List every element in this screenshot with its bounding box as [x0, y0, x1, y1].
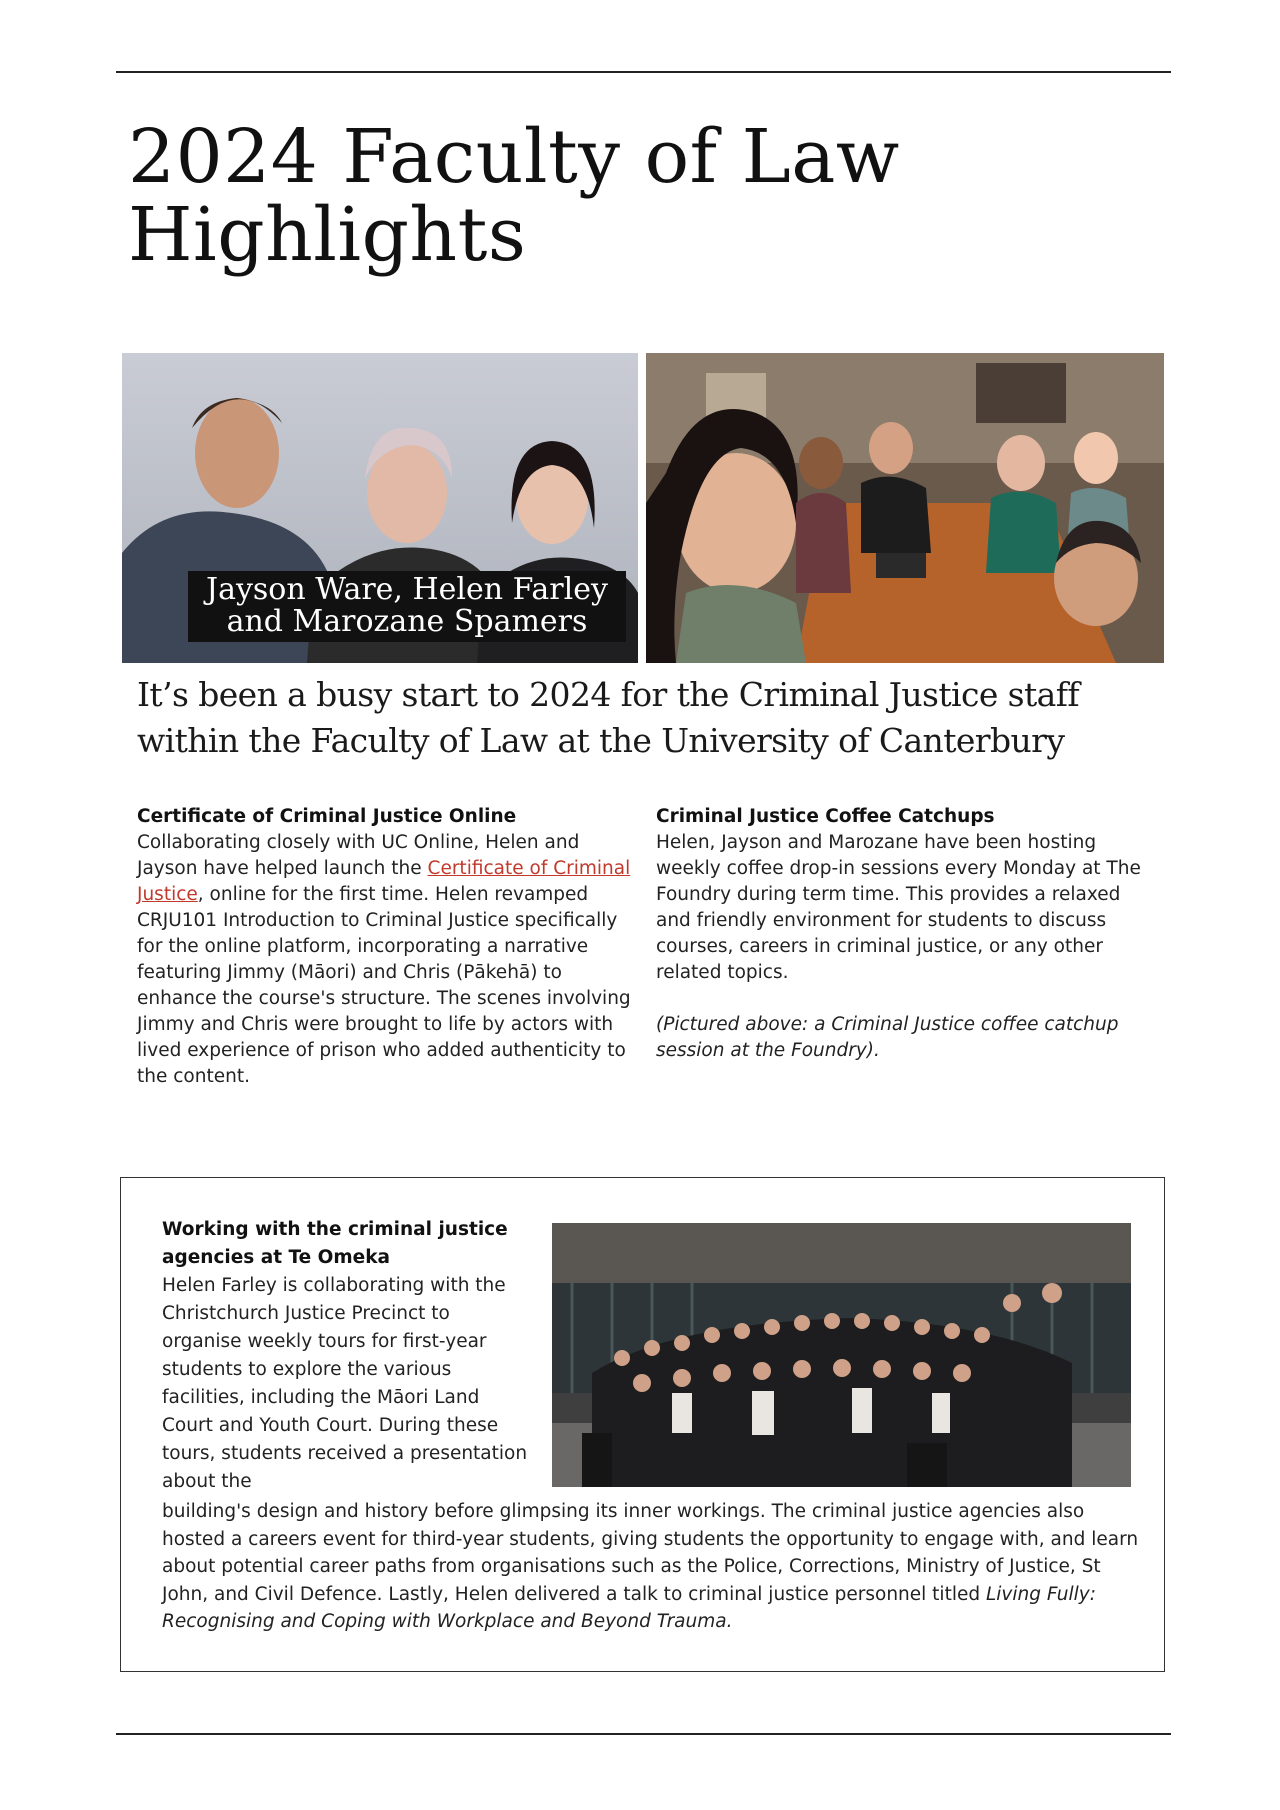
bottom-rule: [116, 1733, 1171, 1735]
coffee-heading: Criminal Justice Coffee Catchups: [656, 806, 995, 827]
certificate-text-before-link: Collaborating closely with UC Online, Helen and Jayson have helped launch the: [137, 832, 580, 879]
certificate-text-after-link: , online for the first time. Helen revamped CRJU101 Introduction to Criminal Justice specifically for the online platform, incorporating a narrative featuring Jimmy (Māori) and Chris (Pākehā) to enhance the course's structure. The scenes involving Jimmy and Chris were brought to life by actors with lived experience of prison who added authenticity to the content.: [137, 884, 631, 1087]
certificate-link[interactable]: Certificate of Criminal Justice: [137, 858, 631, 905]
coffee-paragraph: Helen, Jayson and Marozane have been hosting weekly coffee drop-in sessions every Monday at The Foundry during term time. This provides a relaxed and friendly environment for students to discuss courses, careers in criminal justice, or any other related topics.: [656, 832, 1141, 983]
certificate-paragraph: [137, 830, 632, 1090]
subtitle-line-1: It’s been a busy start to 2024 for the Criminal Justice staff: [137, 675, 1079, 714]
te-omeka-group-photo: [552, 1223, 1131, 1487]
title-line-1: 2024 Faculty of Law: [128, 114, 900, 200]
te-omeka-heading: Working with the criminal justice agencies at Te Omeka: [162, 1219, 508, 1268]
subtitle-line-2: within the Faculty of Law at the University of Canterbury: [137, 721, 1065, 760]
left-column: [137, 804, 632, 1090]
coffee-catchup-photo: [646, 353, 1164, 663]
te-omeka-intro: [162, 1216, 532, 1496]
right-column: [656, 804, 1156, 1064]
coffee-photo-note: (Pictured above: a Criminal Justice coffee catchup session at the Foundry).: [656, 1014, 1119, 1061]
certificate-heading: Certificate of Criminal Justice Online: [137, 806, 517, 827]
te-omeka-text-top: Helen Farley is collaborating with the Christchurch Justice Precinct to organise weekly tours for first-year students to explore the various facilities, including the Māori Land Court and Youth Court. During these tours, students received a presentation about the: [162, 1275, 528, 1492]
photo-caption-line-2: and Marozane Spamers: [226, 604, 588, 639]
talk-title: Living Fully: Recognising and Coping with Workplace and Beyond Trauma.: [162, 1583, 1096, 1632]
te-omeka-text-bottom-main: building's design and history before glimpsing its inner workings. The criminal justice agencies also hosted a careers event for third-year students, giving students the opportunity to engage with, and learn about potential career paths from organisations such as the Police, Corrections, Ministry of Justice, St John, and Civil Defence. Lastly, Helen delivered a talk to criminal justice personnel titled: [162, 1501, 1139, 1605]
page-title: [128, 114, 900, 278]
top-rule: [116, 71, 1171, 73]
section-subtitle: [137, 672, 1137, 764]
te-omeka-text-bottom: [162, 1498, 1147, 1636]
photo-caption-line-1: Jayson Ware, Helen Farley: [206, 572, 608, 607]
photo-caption: [188, 571, 626, 642]
title-line-2: Highlights: [128, 192, 527, 278]
